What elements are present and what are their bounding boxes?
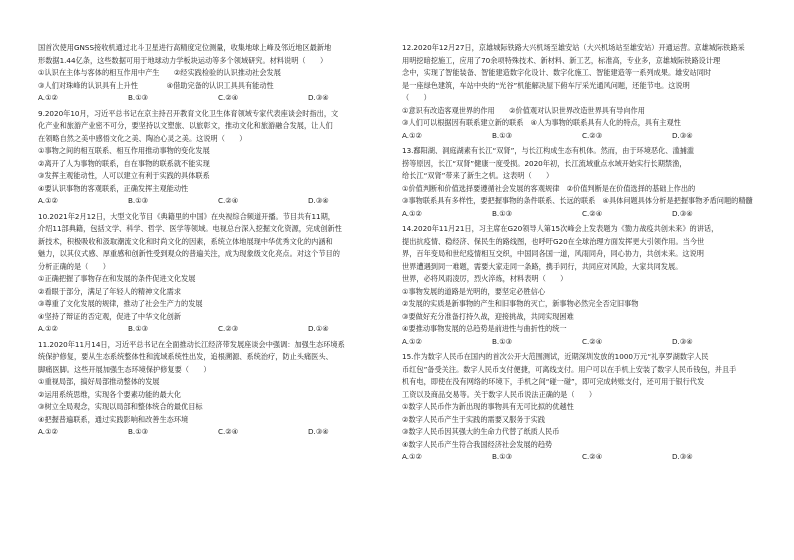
answer-option: A.①② bbox=[402, 208, 422, 218]
answer-options bbox=[38, 426, 398, 439]
question-block bbox=[38, 42, 398, 108]
question-block bbox=[38, 339, 398, 442]
question-line: ②看眼于部分，满足了年轻人的精神文化需求 bbox=[38, 286, 182, 296]
answer-option: A.①② bbox=[38, 427, 58, 436]
question-line: ④要推动事物发展的总趋势是前进性与曲折性的统一 bbox=[402, 324, 567, 333]
question-line: 工资以及商品交易等。关于数字人民币说法正确的是（ ） bbox=[402, 389, 597, 399]
question-line: 14.2020年11月21日，习主席在G20领导人第15次峰会上发表题为《勠力战疫共创未来》的讲话， bbox=[402, 224, 719, 233]
question-line: ③树立全局观念，实现以局部和整体统合的最优目标 bbox=[38, 402, 203, 411]
answer-option: A.①② bbox=[38, 196, 58, 205]
question-line: 世界，必将风雨凌厉，烈火淬炼，材料表明（ ） bbox=[402, 274, 568, 283]
answer-option: C.②④ bbox=[582, 208, 603, 218]
answer-option: D.③④ bbox=[672, 208, 693, 218]
question-line: 魅力，以其仪式感、厚重感和创新性受到观众的普遍关注，成为现象级文化亮点。对这个节目的 bbox=[38, 249, 340, 258]
answer-options bbox=[402, 130, 762, 143]
question-block bbox=[402, 42, 762, 145]
question-line: ④坚持了辩证的否定观，促进了中华文化创新 bbox=[38, 311, 182, 321]
question-line: 形数据1.44亿条，这些数据可用于地球动力学板块运动等多个领域研究。材料说明（ ） bbox=[38, 55, 328, 65]
answer-option: D.③④ bbox=[672, 336, 693, 346]
question-line: ②数字人民币产生于实践的需要又服务于实践 bbox=[402, 414, 546, 424]
answer-option: A.①② bbox=[402, 130, 422, 140]
question-line: ①意识有改造客观世界的作用 ②价值观对认识世界改造世界具有导向作用 bbox=[402, 105, 645, 115]
question-line: 捞等原因，长江“双肾”健康一度受损。2020年初，长江流域重点水域开始实行长期禁渔， bbox=[402, 158, 687, 168]
question-line: （ ） bbox=[402, 93, 431, 102]
question-line: 新技术，积极吸收和汲取潮流文化和时尚文化的因素，系统立体地展现中华优秀文化的内涵和 bbox=[38, 236, 333, 246]
answer-option: D.③④ bbox=[308, 196, 329, 205]
question-line: ②离开了人为事物的联系，自在事物的联系就不能实现 bbox=[38, 158, 210, 168]
answer-option: C.②③ bbox=[582, 130, 603, 140]
answer-option: D.①④ bbox=[308, 324, 329, 333]
answer-option: A.①② bbox=[38, 93, 58, 102]
question-line: 脚痛医脚。这些开展加强生态环境保护修复要（ ） bbox=[38, 364, 211, 374]
answer-option: C.②④ bbox=[218, 93, 239, 102]
question-line: 在领略自然之美中感悟文化之美、陶冶心灵之美。这说明（ ） bbox=[38, 133, 247, 143]
question-line: ①事物之间的相互联系、相互作用推动事物的变化发展 bbox=[38, 146, 210, 155]
answer-options bbox=[402, 336, 762, 349]
answer-option: C.②④ bbox=[582, 452, 603, 461]
question-line: 化产业和旅游产业密不可分，要坚持以文塑旅、以旅彰文，推动文化和旅游融合发展，让人们 bbox=[38, 121, 333, 130]
answer-option: D.③④ bbox=[672, 130, 693, 140]
answer-option: B.①③ bbox=[492, 208, 513, 218]
question-line: ①数字人民币作为新出现的事物具有无可比拟的优越性 bbox=[402, 402, 574, 411]
answer-option: A.①② bbox=[402, 336, 422, 346]
spacer bbox=[402, 464, 762, 467]
question-line: ④数字人民币产生符合我国经济社会发展的趋势 bbox=[402, 439, 553, 449]
question-line: ①认识在主体与客体的相互作用中产生 ②经实践检验的认识推动社会发展 bbox=[38, 68, 281, 77]
question-line: 币红包”备受关注。数字人民币支付便捷，可离线支付。用户可以在手机上安装了数字人民币钱包，并且手 bbox=[402, 364, 737, 374]
question-line: 机有电，即使在没有网络的环境下，手机之间“碰一碰”，即可完成转账支付，还可用于银行代发 bbox=[402, 377, 705, 386]
question-line: 念中，实现了智能装备、智能建造数字化设计、数字化施工、智能建造等一系列成果。雄安站同时 bbox=[402, 68, 712, 77]
question-line: 界，百年变局和世纪疫情相互交织，中国同各国一道，风雨同舟，同心协力，共创未来。这说明 bbox=[402, 249, 704, 258]
question-line: ④要认识事物的客观联系，正确发挥主观能动性 bbox=[38, 183, 189, 193]
question-block bbox=[402, 351, 762, 467]
answer-option: A.①② bbox=[402, 452, 422, 461]
answer-options bbox=[402, 208, 762, 221]
question-line: ③事物联系具有多样性，要把握事物的条件联系、长远的联系 ④具体问题具体分析是把握事物矛盾问题的精髓 bbox=[402, 196, 753, 205]
question-line: ③人们可以根据因有联系建立新的联系 ④人为事物的联系具有人化的特点，具有主观性 bbox=[402, 118, 681, 127]
answer-options bbox=[38, 92, 398, 105]
answer-options bbox=[38, 195, 398, 208]
question-line: 介绍11部典籍，包括文学、科学、哲学、医学等领域。电视总台深入挖掘文化资源，完成创新性 bbox=[38, 224, 342, 233]
answer-option: A.①② bbox=[38, 324, 58, 333]
question-line: ③人们对珠峰的认识具有上升性 ④借助完备的认识工具具有能动性 bbox=[38, 80, 274, 90]
answer-option: B.①③ bbox=[492, 130, 513, 140]
question-line: 用明挖暗挖施工，应用了70余项特殊技术、新材料、新工艺，标准高，专业多，京雄城际铁路设计理 bbox=[402, 55, 721, 65]
question-line: 提出抗疫情、稳经济、保民生的路线图，也呼吁G20在全球治理方面发挥更大引领作用。当今世 bbox=[402, 236, 705, 246]
answer-option: D.③④ bbox=[672, 452, 693, 461]
question-line: ②运用系统思维，实现各个要素功能的最大化 bbox=[38, 389, 182, 399]
question-line: 13.鄱阳湖、洞庭湖素有长江“双肾”，与长江构成生态有机体。然而，由于环境恶化、滥捕滥 bbox=[402, 146, 695, 155]
answer-option: D.③④ bbox=[308, 427, 329, 436]
question-line: ③发挥主观能动性，人可以建立有利于实践的具体联系 bbox=[38, 171, 210, 180]
answer-options bbox=[402, 451, 762, 464]
question-line: 15.作为数字人民币在国内的首次公开大范围测试，近期深圳发放的1000万元“礼享罗湖数字人民 bbox=[402, 352, 709, 361]
question-line: ③要做好充分准备打持久战，迎接挑战，共同实现困难 bbox=[402, 311, 574, 321]
left-column bbox=[38, 42, 398, 442]
question-line: 10.2021年2月12日，大型文化节目《典籍里的中国》在央视综合频道开播。节目共有11期， bbox=[38, 211, 335, 221]
right-column bbox=[402, 42, 762, 467]
question-line: ④把握普遍联系，通过实践影响和改善生态环境 bbox=[38, 414, 189, 424]
question-line: 是一座绿色建筑，车站中央的“光谷”机能解决屋下俯车厅采光通风问题，还能节电。这说明 bbox=[402, 80, 690, 90]
answer-options bbox=[38, 323, 398, 336]
answer-option: C.②③ bbox=[218, 324, 239, 333]
answer-option: B.①③ bbox=[128, 324, 149, 333]
question-line: 统保护修复，要从生态系统整体性和流域系统性出发，追根溯源、系统治疗，防止头痛医头、 bbox=[38, 352, 333, 361]
question-block bbox=[402, 223, 762, 351]
question-line: ①价值判断和价值选择要遵循社会发展的客观规律 ②价值判断是在价值选择的基础上作出的 bbox=[402, 183, 696, 193]
question-line: 世界遭遇到同一难题，需要大家走同一条路，携手同行，共同应对风险，大家共同发展。 bbox=[402, 261, 683, 271]
question-line: ②发展的实质是新事物的产生和旧事物的灭亡，新事物必然完全否定旧事物 bbox=[402, 299, 639, 308]
question-line: ①正确把握了事物存在和发展的条件促进文化发展 bbox=[38, 274, 196, 283]
question-line: ③尊重了文化发展的规律，推动了社会生产力的发展 bbox=[38, 299, 203, 308]
question-line: 12.2020年12月27日，京雄城际铁路大兴机场至雄安站（大兴机场站至雄安站）开通运营。京雄城际铁路采 bbox=[402, 43, 745, 52]
question-line: 国首次使用GNSS接收机通过北斗卫星进行高精度定位测量，收集地球上峰及邻近地区最新地 bbox=[38, 43, 332, 52]
answer-option: B.①③ bbox=[492, 336, 513, 346]
question-block bbox=[38, 108, 398, 211]
question-block bbox=[38, 211, 398, 339]
question-line: ①事物发展的道路是光明的，要坚定必胜信心 bbox=[402, 286, 546, 296]
spacer bbox=[38, 439, 398, 442]
question-line: 给长江“双肾”带来了新生之机。这表明（ ） bbox=[402, 171, 554, 180]
question-line: ③数字人民币因其强大的生命力代替了纸质人民币 bbox=[402, 427, 560, 436]
answer-option: B.①③ bbox=[492, 452, 513, 461]
question-block bbox=[402, 145, 762, 223]
answer-option: B.①③ bbox=[128, 427, 149, 436]
question-line: 分析正确的是（ ） bbox=[38, 261, 110, 271]
answer-option: B.①③ bbox=[128, 93, 149, 102]
question-line: 11.2020年11月14日，习近平总书记在全面推动长江经济带发展座谈会中强调：加强生态环境系 bbox=[38, 339, 345, 349]
question-line: ①重视局部，搞好局部推动整体的发展 bbox=[38, 377, 160, 386]
answer-option: B.①③ bbox=[128, 196, 149, 205]
answer-option: C.②④ bbox=[218, 427, 239, 436]
answer-option: C.②④ bbox=[582, 336, 603, 346]
answer-option: C.②④ bbox=[218, 196, 239, 205]
answer-option: D.③④ bbox=[308, 93, 329, 102]
question-line: 9.2020年10月，习近平总书记在京主持召开教育文化卫生体育领域专家代表座谈会时指出，文 bbox=[38, 108, 339, 118]
